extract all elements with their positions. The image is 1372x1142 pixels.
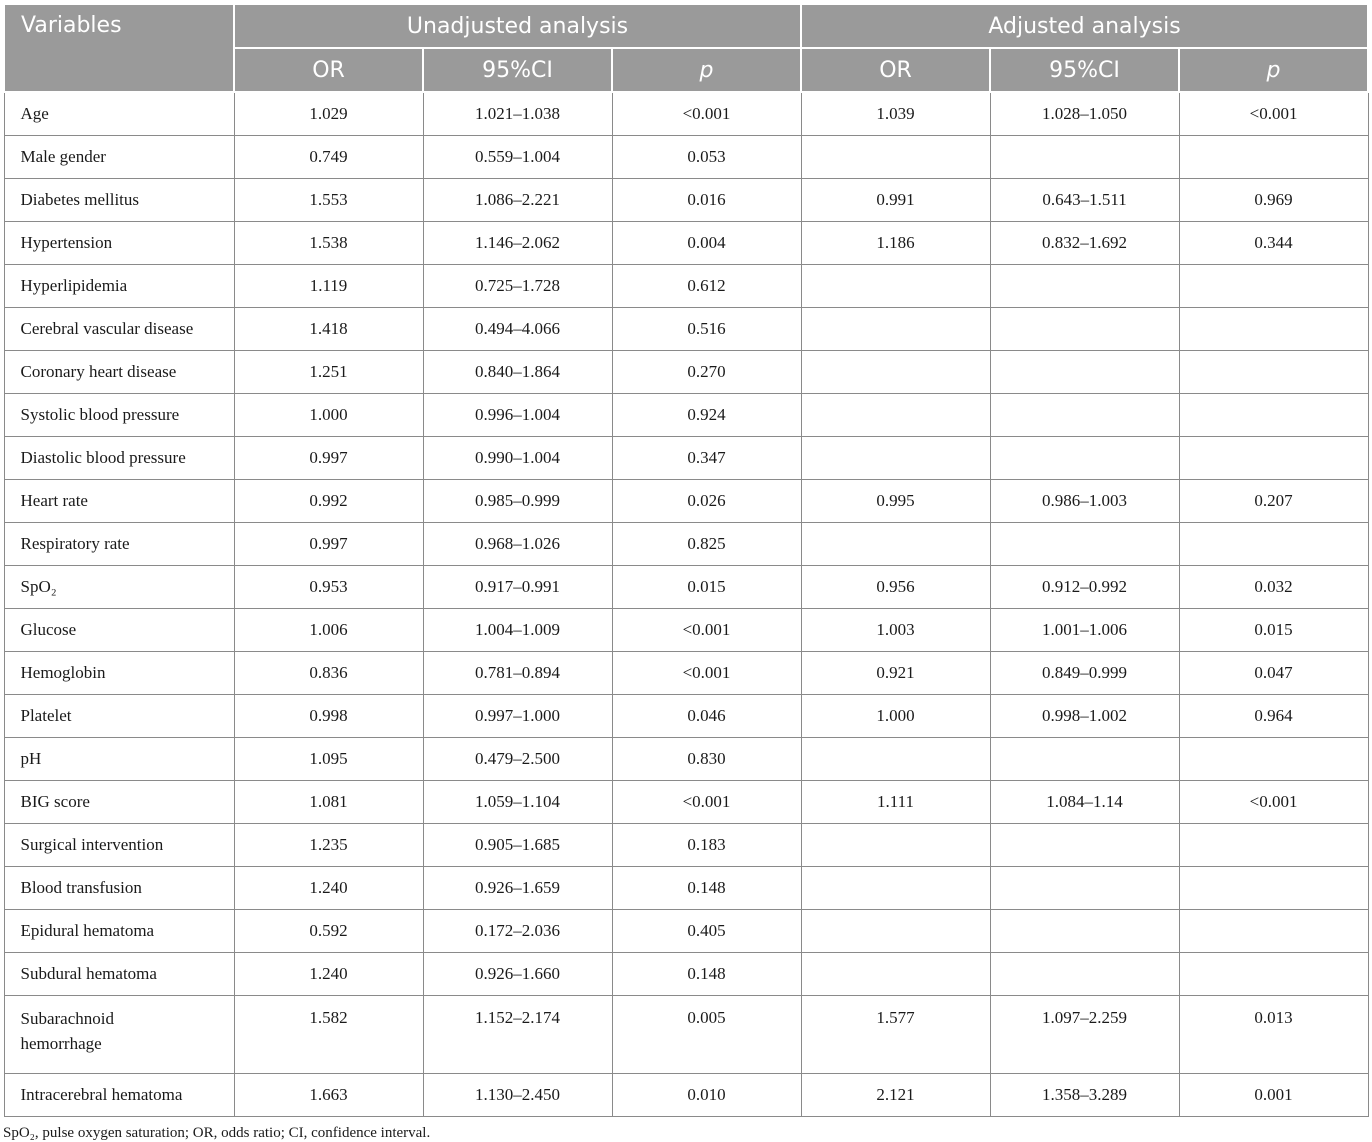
cell-unadjusted-or: 0.997 <box>234 523 423 566</box>
header-unadjusted-ci: 95%CI <box>423 48 612 92</box>
table-row <box>4 394 1368 437</box>
cell-unadjusted-or: 1.000 <box>234 394 423 437</box>
table-row <box>4 1074 1368 1117</box>
cell-row-label: Glucose <box>4 609 234 652</box>
table-row <box>4 695 1368 738</box>
cell-adjusted-ci: 0.643–1.511 <box>990 179 1179 222</box>
cell-unadjusted-p: 0.026 <box>612 480 801 523</box>
cell-unadjusted-or: 1.553 <box>234 179 423 222</box>
cell-row-label: Systolic blood pressure <box>4 394 234 437</box>
cell-adjusted-or: 0.995 <box>801 480 990 523</box>
table-row <box>4 92 1368 136</box>
cell-adjusted-p: 0.001 <box>1179 1074 1368 1117</box>
cell-adjusted-or: 1.186 <box>801 222 990 265</box>
cell-adjusted-ci: 1.358–3.289 <box>990 1074 1179 1117</box>
cell-unadjusted-or: 1.663 <box>234 1074 423 1117</box>
cell-unadjusted-or: 1.240 <box>234 953 423 996</box>
cell-adjusted-or <box>801 738 990 781</box>
cell-unadjusted-ci: 1.021–1.038 <box>423 92 612 136</box>
cell-unadjusted-ci: 0.997–1.000 <box>423 695 612 738</box>
table-row <box>4 781 1368 824</box>
cell-adjusted-or <box>801 523 990 566</box>
cell-unadjusted-ci: 0.926–1.660 <box>423 953 612 996</box>
cell-row-label: Hemoglobin <box>4 652 234 695</box>
cell-adjusted-ci <box>990 265 1179 308</box>
table-row <box>4 480 1368 523</box>
cell-unadjusted-p: 0.004 <box>612 222 801 265</box>
cell-row-label: pH <box>4 738 234 781</box>
header-unadjusted: Unadjusted analysis <box>234 4 801 48</box>
table-body <box>4 92 1368 1117</box>
cell-unadjusted-or: 1.095 <box>234 738 423 781</box>
cell-unadjusted-p: 0.270 <box>612 351 801 394</box>
cell-adjusted-or: 1.111 <box>801 781 990 824</box>
cell-adjusted-p <box>1179 351 1368 394</box>
cell-unadjusted-or: 1.006 <box>234 609 423 652</box>
cell-adjusted-or <box>801 265 990 308</box>
cell-adjusted-or: 1.003 <box>801 609 990 652</box>
header-unadjusted-or: OR <box>234 48 423 92</box>
cell-row-label: Intracerebral hematoma <box>4 1074 234 1117</box>
table-row <box>4 824 1368 867</box>
cell-unadjusted-p: 0.924 <box>612 394 801 437</box>
cell-adjusted-ci <box>990 824 1179 867</box>
cell-adjusted-or: 2.121 <box>801 1074 990 1117</box>
table-row <box>4 953 1368 996</box>
cell-unadjusted-ci: 1.152–2.174 <box>423 996 612 1074</box>
cell-unadjusted-ci: 0.926–1.659 <box>423 867 612 910</box>
cell-adjusted-ci: 0.912–0.992 <box>990 566 1179 609</box>
cell-adjusted-p: 0.207 <box>1179 480 1368 523</box>
cell-unadjusted-or: 1.240 <box>234 867 423 910</box>
cell-unadjusted-ci: 0.479–2.500 <box>423 738 612 781</box>
cell-adjusted-p <box>1179 953 1368 996</box>
cell-unadjusted-ci: 0.985–0.999 <box>423 480 612 523</box>
cell-adjusted-or <box>801 953 990 996</box>
table-row <box>4 867 1368 910</box>
cell-adjusted-or <box>801 910 990 953</box>
cell-adjusted-ci: 1.028–1.050 <box>990 92 1179 136</box>
table-row <box>4 996 1368 1074</box>
cell-row-label: Subdural hematoma <box>4 953 234 996</box>
cell-unadjusted-or: 0.998 <box>234 695 423 738</box>
cell-row-label: Hyperlipidemia <box>4 265 234 308</box>
cell-unadjusted-or: 1.251 <box>234 351 423 394</box>
header-adjusted: Adjusted analysis <box>801 4 1368 48</box>
cell-adjusted-p <box>1179 910 1368 953</box>
cell-unadjusted-p: 0.016 <box>612 179 801 222</box>
table-row <box>4 910 1368 953</box>
cell-unadjusted-or: 1.538 <box>234 222 423 265</box>
cell-adjusted-p: 0.344 <box>1179 222 1368 265</box>
cell-unadjusted-or: 1.235 <box>234 824 423 867</box>
cell-adjusted-ci: 0.849–0.999 <box>990 652 1179 695</box>
cell-adjusted-p <box>1179 265 1368 308</box>
cell-adjusted-ci <box>990 738 1179 781</box>
cell-row-label: Age <box>4 92 234 136</box>
cell-row-label: SpO₂ <box>4 566 234 609</box>
cell-unadjusted-or: 0.992 <box>234 480 423 523</box>
cell-adjusted-or <box>801 351 990 394</box>
cell-unadjusted-p: 0.405 <box>612 910 801 953</box>
cell-adjusted-p <box>1179 824 1368 867</box>
table-row <box>4 523 1368 566</box>
cell-unadjusted-or: 1.081 <box>234 781 423 824</box>
cell-unadjusted-p: 0.046 <box>612 695 801 738</box>
cell-adjusted-or: 0.991 <box>801 179 990 222</box>
cell-unadjusted-ci: 1.004–1.009 <box>423 609 612 652</box>
cell-row-label: Diabetes mellitus <box>4 179 234 222</box>
cell-row-label: BIG score <box>4 781 234 824</box>
cell-adjusted-ci <box>990 523 1179 566</box>
cell-adjusted-ci: 1.084–1.14 <box>990 781 1179 824</box>
cell-adjusted-ci <box>990 136 1179 179</box>
table-row <box>4 652 1368 695</box>
cell-adjusted-ci: 0.832–1.692 <box>990 222 1179 265</box>
cell-adjusted-p: 0.013 <box>1179 996 1368 1074</box>
cell-adjusted-or: 0.956 <box>801 566 990 609</box>
cell-unadjusted-p: 0.148 <box>612 953 801 996</box>
cell-adjusted-or <box>801 867 990 910</box>
cell-row-label: Epidural hematoma <box>4 910 234 953</box>
cell-adjusted-or <box>801 308 990 351</box>
regression-table <box>3 3 1369 1117</box>
cell-adjusted-or: 0.921 <box>801 652 990 695</box>
cell-adjusted-or <box>801 824 990 867</box>
cell-unadjusted-ci: 0.968–1.026 <box>423 523 612 566</box>
cell-unadjusted-or: 0.997 <box>234 437 423 480</box>
cell-unadjusted-p: 0.612 <box>612 265 801 308</box>
cell-adjusted-ci <box>990 867 1179 910</box>
cell-adjusted-ci: 0.986–1.003 <box>990 480 1179 523</box>
cell-unadjusted-ci: 1.146–2.062 <box>423 222 612 265</box>
header-adjusted-or: OR <box>801 48 990 92</box>
cell-row-label: Respiratory rate <box>4 523 234 566</box>
table-footnote: SpO₂, pulse oxygen saturation; OR, odds ratio; CI, confidence interval. <box>3 1125 431 1141</box>
table-row <box>4 609 1368 652</box>
cell-row-label: Subarachnoid hemorrhage <box>4 996 234 1074</box>
cell-unadjusted-or: 1.582 <box>234 996 423 1074</box>
cell-unadjusted-ci: 0.494–4.066 <box>423 308 612 351</box>
cell-unadjusted-p: 0.053 <box>612 136 801 179</box>
cell-adjusted-ci <box>990 910 1179 953</box>
cell-adjusted-or <box>801 394 990 437</box>
cell-unadjusted-ci: 0.781–0.894 <box>423 652 612 695</box>
cell-unadjusted-p: <0.001 <box>612 92 801 136</box>
cell-unadjusted-or: 1.029 <box>234 92 423 136</box>
cell-adjusted-or <box>801 136 990 179</box>
table-row <box>4 179 1368 222</box>
table-row <box>4 136 1368 179</box>
cell-unadjusted-or: 1.119 <box>234 265 423 308</box>
cell-adjusted-ci <box>990 351 1179 394</box>
cell-unadjusted-p: 0.825 <box>612 523 801 566</box>
cell-unadjusted-or: 0.592 <box>234 910 423 953</box>
cell-adjusted-ci <box>990 437 1179 480</box>
cell-unadjusted-ci: 0.559–1.004 <box>423 136 612 179</box>
cell-unadjusted-ci: 1.130–2.450 <box>423 1074 612 1117</box>
table-header <box>4 4 1368 92</box>
cell-row-label: Cerebral vascular disease <box>4 308 234 351</box>
table-row <box>4 308 1368 351</box>
cell-adjusted-ci <box>990 308 1179 351</box>
table-row <box>4 437 1368 480</box>
cell-adjusted-or: 1.000 <box>801 695 990 738</box>
cell-unadjusted-p: 0.005 <box>612 996 801 1074</box>
cell-unadjusted-or: 0.836 <box>234 652 423 695</box>
cell-unadjusted-p: 0.347 <box>612 437 801 480</box>
cell-adjusted-ci <box>990 953 1179 996</box>
cell-unadjusted-ci: 0.996–1.004 <box>423 394 612 437</box>
cell-row-label: Coronary heart disease <box>4 351 234 394</box>
cell-unadjusted-ci: 0.840–1.864 <box>423 351 612 394</box>
table-row <box>4 222 1368 265</box>
cell-adjusted-p: 0.047 <box>1179 652 1368 695</box>
cell-unadjusted-p: 0.830 <box>612 738 801 781</box>
cell-unadjusted-ci: 1.059–1.104 <box>423 781 612 824</box>
cell-adjusted-or <box>801 437 990 480</box>
cell-row-label: Blood transfusion <box>4 867 234 910</box>
cell-row-label: Surgical intervention <box>4 824 234 867</box>
table-row <box>4 351 1368 394</box>
cell-adjusted-ci: 0.998–1.002 <box>990 695 1179 738</box>
cell-unadjusted-p: 0.015 <box>612 566 801 609</box>
table-row <box>4 566 1368 609</box>
cell-unadjusted-or: 0.953 <box>234 566 423 609</box>
cell-unadjusted-or: 1.418 <box>234 308 423 351</box>
cell-row-label: Platelet <box>4 695 234 738</box>
cell-unadjusted-p: 0.183 <box>612 824 801 867</box>
cell-unadjusted-ci: 0.990–1.004 <box>423 437 612 480</box>
cell-adjusted-ci: 1.001–1.006 <box>990 609 1179 652</box>
cell-unadjusted-p: <0.001 <box>612 609 801 652</box>
cell-unadjusted-p: <0.001 <box>612 781 801 824</box>
cell-unadjusted-p: 0.010 <box>612 1074 801 1117</box>
cell-unadjusted-ci: 0.917–0.991 <box>423 566 612 609</box>
cell-row-label: Male gender <box>4 136 234 179</box>
header-unadjusted-p: p <box>612 48 801 92</box>
cell-adjusted-p <box>1179 308 1368 351</box>
cell-adjusted-ci <box>990 394 1179 437</box>
cell-adjusted-p <box>1179 136 1368 179</box>
cell-row-label: Diastolic blood pressure <box>4 437 234 480</box>
cell-adjusted-or: 1.577 <box>801 996 990 1074</box>
header-adjusted-p: p <box>1179 48 1368 92</box>
cell-unadjusted-ci: 0.725–1.728 <box>423 265 612 308</box>
cell-adjusted-p <box>1179 437 1368 480</box>
cell-unadjusted-p: 0.516 <box>612 308 801 351</box>
cell-adjusted-p: <0.001 <box>1179 92 1368 136</box>
table-row <box>4 738 1368 781</box>
cell-adjusted-or: 1.039 <box>801 92 990 136</box>
cell-adjusted-p: <0.001 <box>1179 781 1368 824</box>
cell-adjusted-ci: 1.097–2.259 <box>990 996 1179 1074</box>
header-adjusted-ci: 95%CI <box>990 48 1179 92</box>
cell-unadjusted-p: <0.001 <box>612 652 801 695</box>
cell-row-label: Heart rate <box>4 480 234 523</box>
cell-adjusted-p <box>1179 394 1368 437</box>
cell-adjusted-p: 0.032 <box>1179 566 1368 609</box>
cell-adjusted-p: 0.969 <box>1179 179 1368 222</box>
cell-unadjusted-or: 0.749 <box>234 136 423 179</box>
cell-adjusted-p <box>1179 738 1368 781</box>
cell-adjusted-p <box>1179 867 1368 910</box>
header-variables: Variables <box>4 4 234 92</box>
cell-adjusted-p: 0.964 <box>1179 695 1368 738</box>
cell-adjusted-p <box>1179 523 1368 566</box>
cell-unadjusted-ci: 1.086–2.221 <box>423 179 612 222</box>
cell-adjusted-p: 0.015 <box>1179 609 1368 652</box>
cell-unadjusted-ci: 0.905–1.685 <box>423 824 612 867</box>
cell-unadjusted-ci: 0.172–2.036 <box>423 910 612 953</box>
cell-unadjusted-p: 0.148 <box>612 867 801 910</box>
table-row <box>4 265 1368 308</box>
results-table-container <box>3 3 1368 1142</box>
cell-row-label: Hypertension <box>4 222 234 265</box>
